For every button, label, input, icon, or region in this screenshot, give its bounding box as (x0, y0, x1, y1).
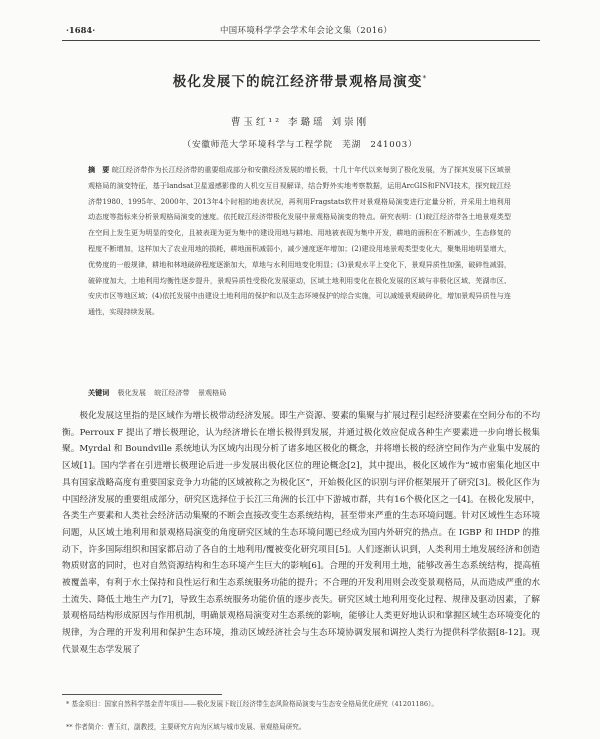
running-head (66, 22, 536, 38)
keyword: 景观格局 (197, 388, 227, 397)
keyword: 皖江经济带 (154, 388, 190, 397)
header-rule (62, 40, 540, 41)
body-paragraph: 极化发展这里指的是区域作为增长极带动经济发展。即生产资源、要素的集聚与扩展过程引起经济要素在空间分布的不均衡。Perroux F 提出了增长极理论，认为经济增长在增长极得到发展，并通过极化效应促成各种生产要素进一步向增长极集聚。Myrdal 和 Boundville 系统地认为区域内出现分析了诸多地区极化的概念，并将增长极的经济空间作为产业集中发展的区域[1]。国内学者在引进增长极理论后进一步发展出极化区位的理论概念[2]，其中提出，极化区域作为“城市密集化地区中具有国家战略高度有重要国家竞争力功能的区域被称之为极化区”，开始极化区的识别与评价框架展开了研究[3]。极化区作为中国经济发展的重要组成部分，研究区选择位于长江三角洲的长江中下游城市群，共有16个极化区之一[4]。在极化发展中，各类生产要素和人类社会经济活动集聚的不断会直接改变生态系统结构，甚至带来严重的生态环境问题。针对区域性生态环境问题，从区域土地利用和景观格局演变的角度研究区域的生态环境问题已经成为国内外研究的热点。在 IGBP 和 IHDP 的推动下，许多国际组织和国家都启动了各自的土地利用/覆被变化研究项目[5]。人们逐渐认识到，人类利用土地发展经济和创造物质财富的同时，也对自然资源结构和生态环境产生巨大的影响[6]。合理的开发利用土地，能够改善生态系统结构，提高植被覆盖率，有利于水土保持和良性运行和生态系统服务功能的提升；不合理的开发利用则会改变景观格局，从而造成严重的水土流失、降低土地生产力[7]，导致生态系统服务功能价值的逐步丧失。研究区域土地利用变化过程、规律及驱动因素，了解景观格局结构形成原因与作用机制，明确景观格局演变对生态系统的影响，能够让人类更好地认识和掌握区域生态环境变化的规律，为合理的开发利用和保护生态环境，推动区域经济社会与生态环境协调发展和调控人类行为提供科学依据[8-12]。现代景观生态学发展了 (62, 411, 540, 655)
article-title (0, 70, 600, 90)
footnote-funding: * 基金项目：国家自然科学基金青年项目——极化发展下皖江经济带生态风险格局演变与生态安全格局优化研究（41201186）。 (66, 700, 438, 708)
journal-title: 中国环境科学学会学术年会论文集（2016） (220, 25, 393, 35)
page-number: ·1684· (66, 25, 96, 35)
keywords-label: 关键词 (88, 388, 110, 397)
footnote-author: ** 作者简介：曹玉红，副教授，主要研究方向为区域与城市发展、景观格局研究。 (66, 723, 306, 731)
keyword: 极化发展 (117, 388, 146, 397)
title-text: 极化发展下的皖江经济带景观格局演变 (172, 74, 423, 90)
author-list: 曹玉红¹² 李璐瑶 刘崇刚 (230, 117, 370, 128)
abstract-label: 摘 要 (88, 165, 110, 174)
abstract-text: 皖江经济带作为长江经济带的重要组成部分和安徽经济发展的增长极，十几十年代以来每到了极化发展，为了探其发展下区域景观格局的演变特征，基于landsat卫星遥感影像的人机交互目视解译，结合野外实地考察数据，运用ArcGIS和FNVI技术，探究皖江经济带1980、1995年、2000年、2013年4个时相的地表状况，再利用Fragstats软件对景观格局演变进行定量分析，并采用土地利用动态度等指标来分析景观格局演变的速度。依托皖江经济带极化发展中景观格局演变的特点。研究表明：(1)皖江经济带各土地景观类型在空间上发生更为明显的变化，且被表现为更为集中的建设用地与耕地、用地被表现为集中开发，耕地的面积在不断减少，生态修复的程度不断增加，这样加大了农业用地的损耗，耕地面积减弱小，减少速度逐年增加；(2)建设用地景观类型变化大，聚集用地明显增大，优势度的一般规律，耕地和林地破碎程度逐渐加大，草地与水利用地变化明显；(3)景观水平上变化下，景观异质性加强，破碎性减弱，破碎度加大，土地利用均衡性逐步提升，景观异质性受极化发展驱动，区域土地利用变化在极化发展的区域与非极化区域、芜湖市区、安庆市区等地区域；(4)依托发展中由建设土地利用的保护和以及生态环境保护的综合实施，可以减缓景观破碎化，增加景观异质性与连通性，实现持续发展。 (88, 165, 512, 317)
abstract (88, 162, 511, 320)
affiliation: （安徽师范大学环境科学与工程学院 芜湖 241003） (182, 140, 418, 150)
footnote-rule (62, 694, 222, 695)
title-mark: * (422, 74, 428, 83)
keywords (88, 385, 511, 401)
